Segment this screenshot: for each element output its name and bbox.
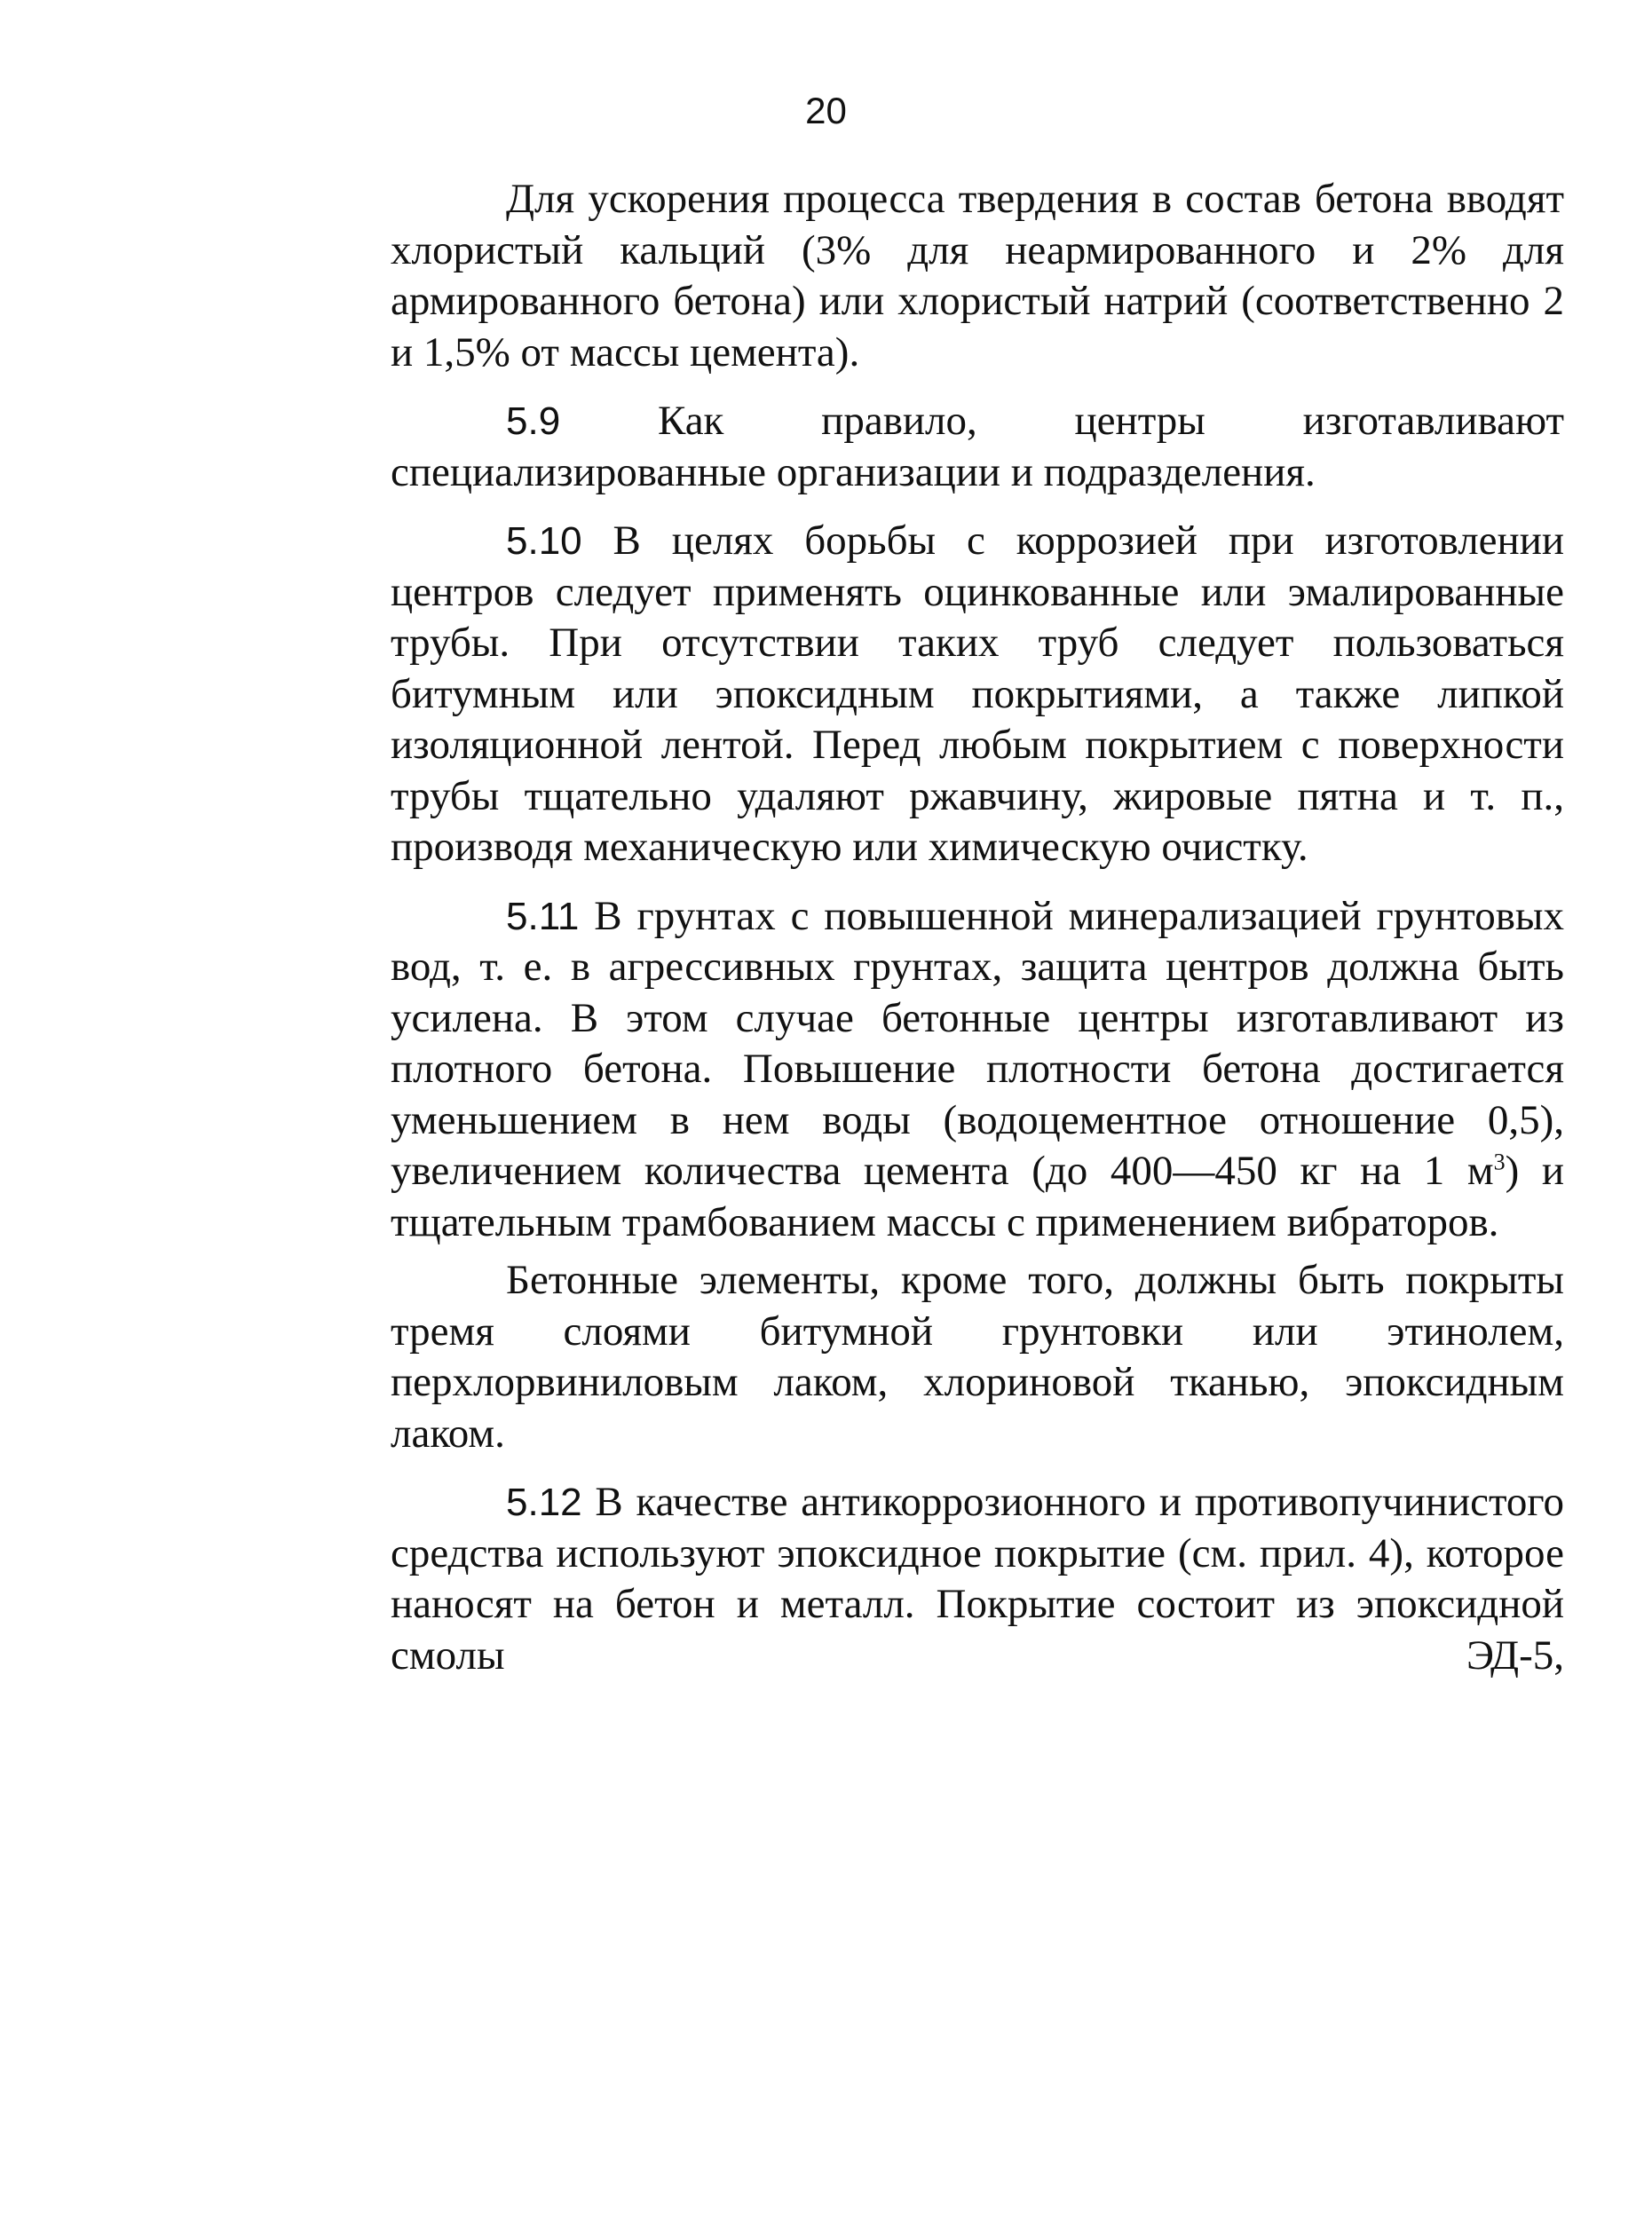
clause-number: 5.12: [506, 1481, 582, 1524]
paragraph-5-11: [391, 891, 1564, 1249]
paragraph-text: Как правило, центры изготавливают специализированные организации и подразделения.: [391, 398, 1565, 495]
paragraph-text: В качестве антикоррозионного и противопучинистого средства используют эпоксидное покрытие (см. прил. 4), которое наносят на бетон и металл. Покрытие состоит из эпоксидной смолы ЭД-5,: [391, 1479, 1564, 1679]
paragraph-text: Бетонные элементы, кроме того, должны быть покрыты тремя слоями битумной грунтовки или этинолем, перхлорвиниловым лаком, хлориновой тканью, эпоксидным лаком.: [391, 1257, 1564, 1457]
clause-number: 5.9: [506, 399, 561, 443]
paragraph-text: В грунтах с повышенной минерализацией грунтовых вод, т. е. в агрессивных грунтах, защита центров должна быть усилена. В этом случае бетонные центры изготавливают из плотного бетона. Повышение плотности бетона достигается уменьшением в нем воды (водоцементное отношение 0,5), увеличением количества цемента (до 400—450 кг на 1 м: [391, 892, 1564, 1194]
paragraph-5-12: [391, 1477, 1564, 1681]
superscript-cubic: 3: [1493, 1149, 1506, 1175]
paragraph-text: Для ускорения процесса твердения в состав бетона вводят хлористый кальций (3% для неармированного и 2% для армированного бетона) или хлористый натрий (соответственно 2 и 1,5% от массы цемента).: [391, 176, 1564, 375]
document-body: [391, 174, 1564, 1681]
clause-number: 5.10: [506, 519, 582, 563]
page-number: 20: [805, 90, 847, 131]
paragraph-5-10: [391, 516, 1564, 873]
paragraph-5-9: [391, 396, 1564, 498]
clause-number: 5.11: [506, 894, 580, 938]
paragraph-concrete-elements: [391, 1255, 1564, 1459]
paragraph-text: В целях борьбы с коррозией при изготовлении центров следует применять оцинкованные или эмалированные трубы. При отсутствии таких труб следует пользоваться битумным или эпоксидным покрытиями, а также липкой изоляционной лентой. Перед любым покрытием с поверхности трубы тщательно удаляют ржавчину, жировые пятна и т. п., производя механическую или химическую очистку.: [391, 517, 1565, 870]
paragraph-hardening-accelerator: [391, 174, 1564, 378]
paragraph-text-continued: ) и тщательным трамбованием массы с применением вибраторов.: [391, 1148, 1564, 1245]
